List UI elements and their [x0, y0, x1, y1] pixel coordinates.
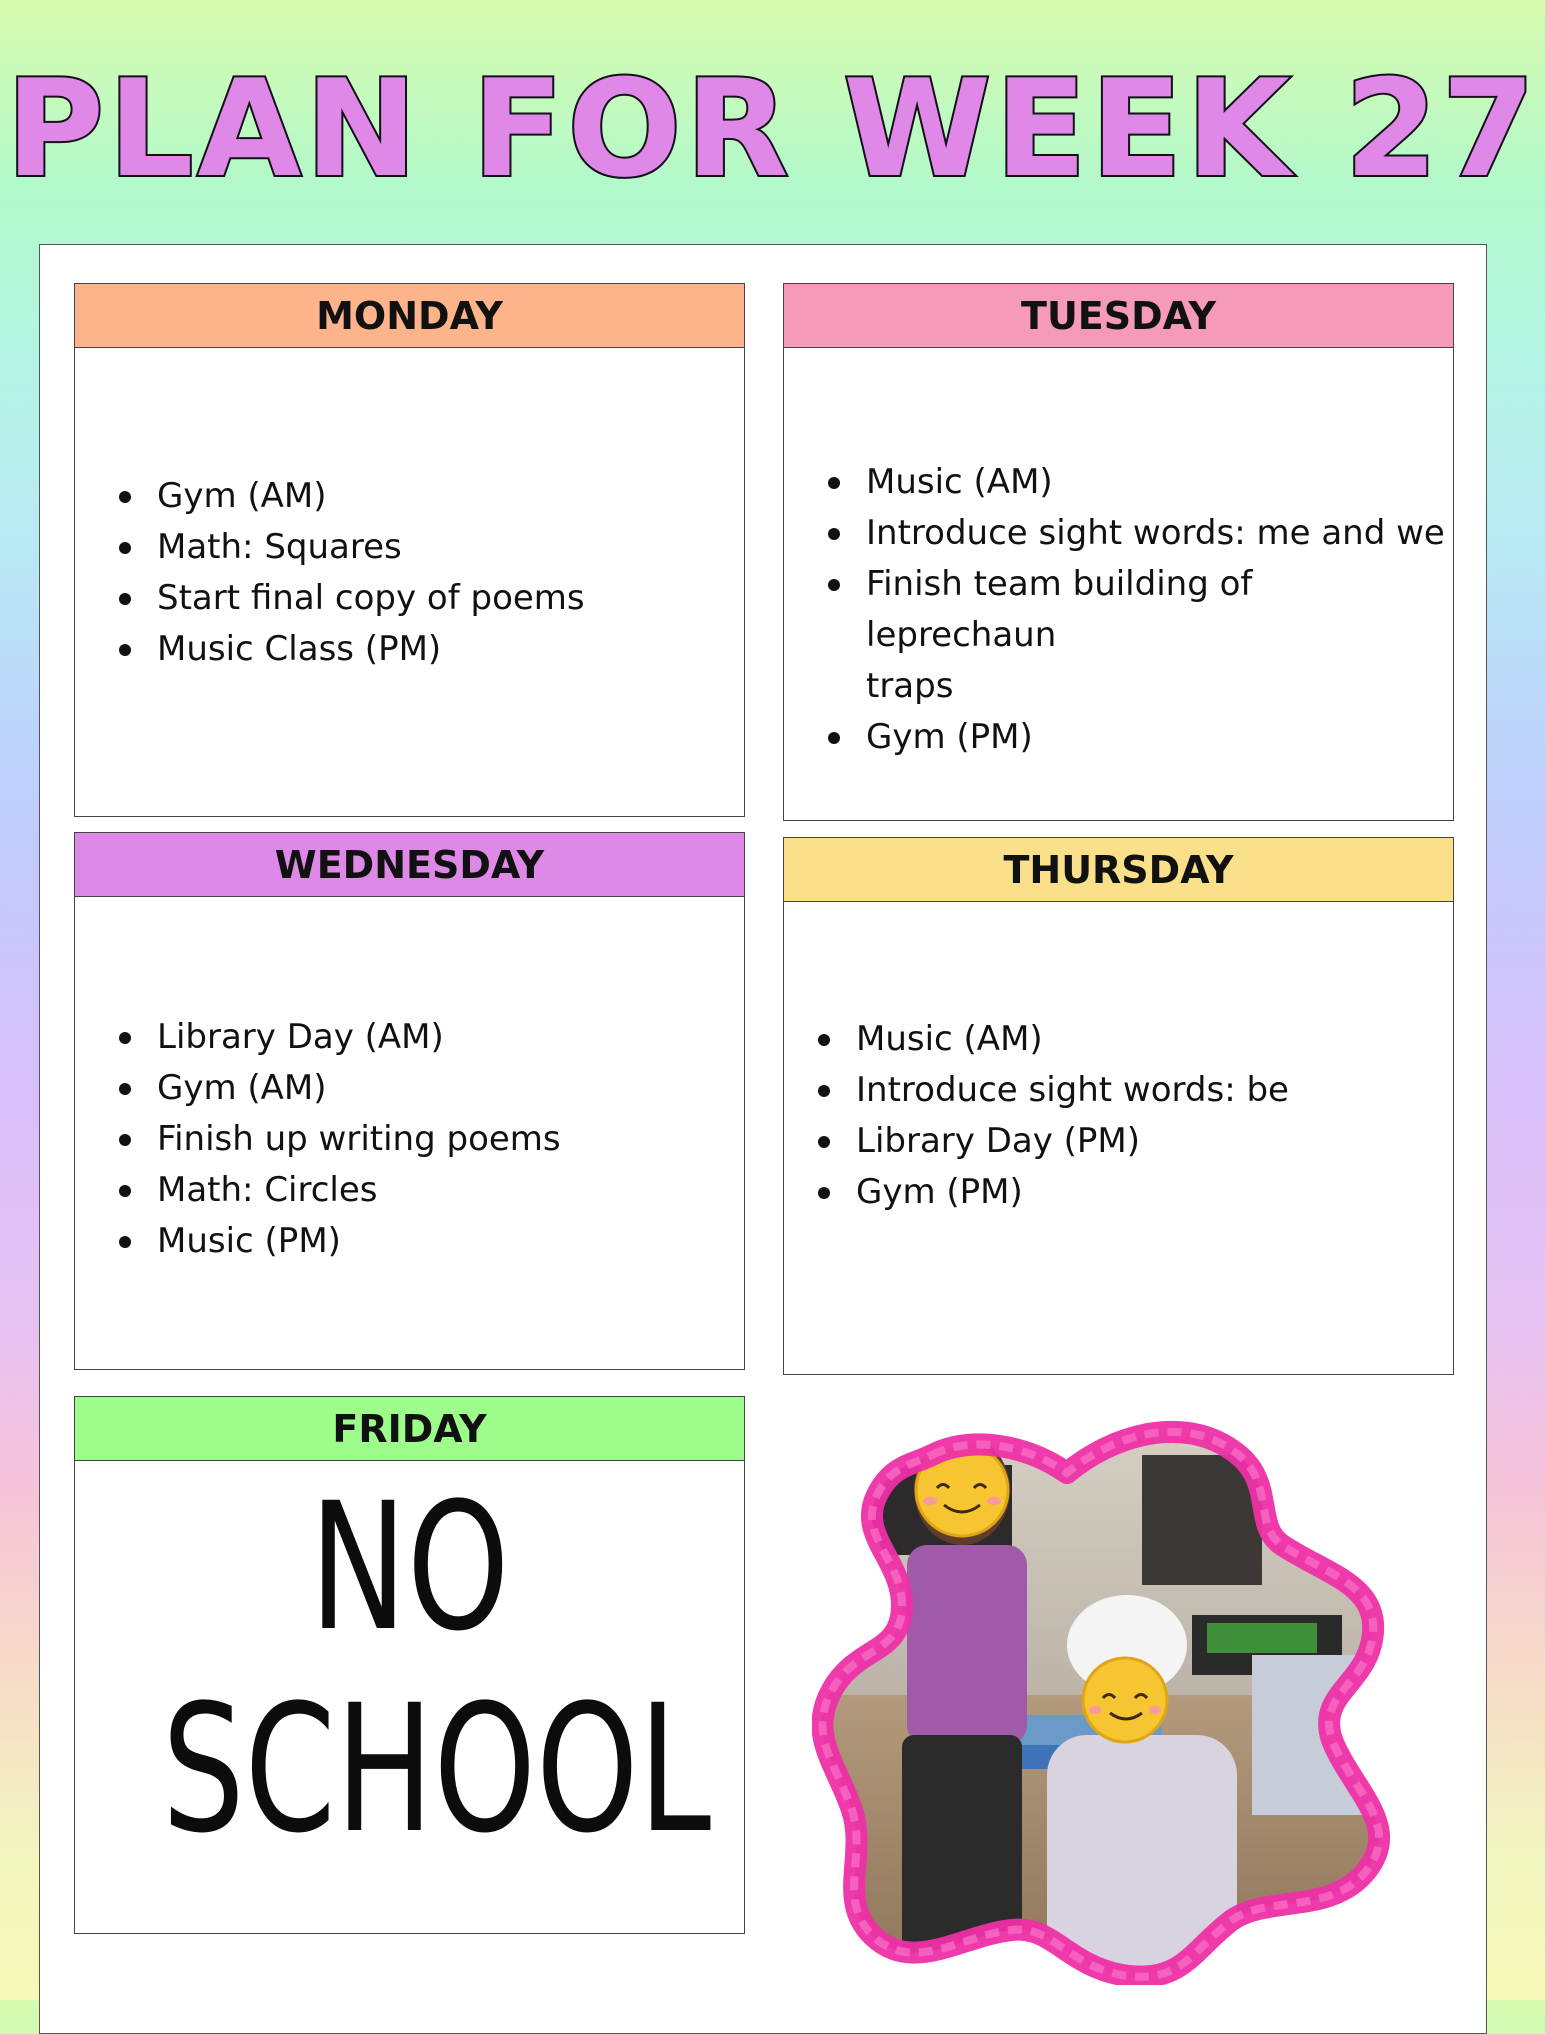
list-item: Music Class (PM) [115, 624, 585, 675]
monday-task-list [115, 471, 585, 675]
monday-header [75, 284, 744, 348]
monday-body [75, 348, 744, 816]
no-school-line-1: NO [309, 1465, 510, 1670]
thursday-task-list [814, 1014, 1289, 1218]
wednesday-header [75, 833, 744, 897]
task-line: Finish team building of leprechaun [866, 564, 1253, 655]
thursday-body [784, 902, 1453, 1374]
list-item: Gym (AM) [115, 471, 585, 522]
thursday-card [783, 837, 1454, 1375]
tuesday-body [784, 348, 1453, 820]
no-school-line-2: SCHOOL [161, 1667, 712, 1873]
list-item: Start final copy of poems [115, 573, 585, 624]
monday-card [74, 283, 745, 817]
wednesday-body [75, 897, 744, 1369]
wednesday-card [74, 832, 745, 1370]
classroom-photo [812, 1395, 1402, 1985]
friday-header [75, 1397, 744, 1461]
tuesday-header [784, 284, 1453, 348]
no-school-text [161, 1465, 712, 1873]
list-item: Music (PM) [115, 1216, 561, 1267]
list-item: Music (AM) [814, 1014, 1289, 1065]
list-item: Finish up writing poems [115, 1114, 561, 1165]
list-item: Gym (AM) [115, 1063, 561, 1114]
list-item: Library Day (AM) [115, 1012, 561, 1063]
monday-label: MONDAY [316, 293, 503, 338]
list-item: Math: Squares [115, 522, 585, 573]
list-item: Gym (PM) [824, 712, 1453, 763]
wednesday-label: WEDNESDAY [274, 842, 545, 887]
thursday-header [784, 838, 1453, 902]
list-item [824, 559, 1453, 712]
list-item: Introduce sight words: me and we [824, 508, 1453, 559]
list-item: Introduce sight words: be [814, 1065, 1289, 1116]
tuesday-task-list [824, 457, 1453, 763]
list-item: Music (AM) [824, 457, 1453, 508]
list-item: Library Day (PM) [814, 1116, 1289, 1167]
friday-label: FRIDAY [332, 1406, 487, 1451]
thursday-label: THURSDAY [1003, 847, 1234, 892]
task-line: traps [866, 666, 954, 706]
friday-body [75, 1461, 744, 1933]
tuesday-label: TUESDAY [1021, 293, 1216, 338]
tuesday-card [783, 283, 1454, 821]
list-item: Gym (PM) [814, 1167, 1289, 1218]
wednesday-task-list [115, 1012, 561, 1267]
classroom-photo-icon [812, 1395, 1402, 1985]
page-title: PLAN FOR WEEK 27 [5, 51, 1540, 207]
friday-card [74, 1396, 745, 1934]
list-item: Math: Circles [115, 1165, 561, 1216]
